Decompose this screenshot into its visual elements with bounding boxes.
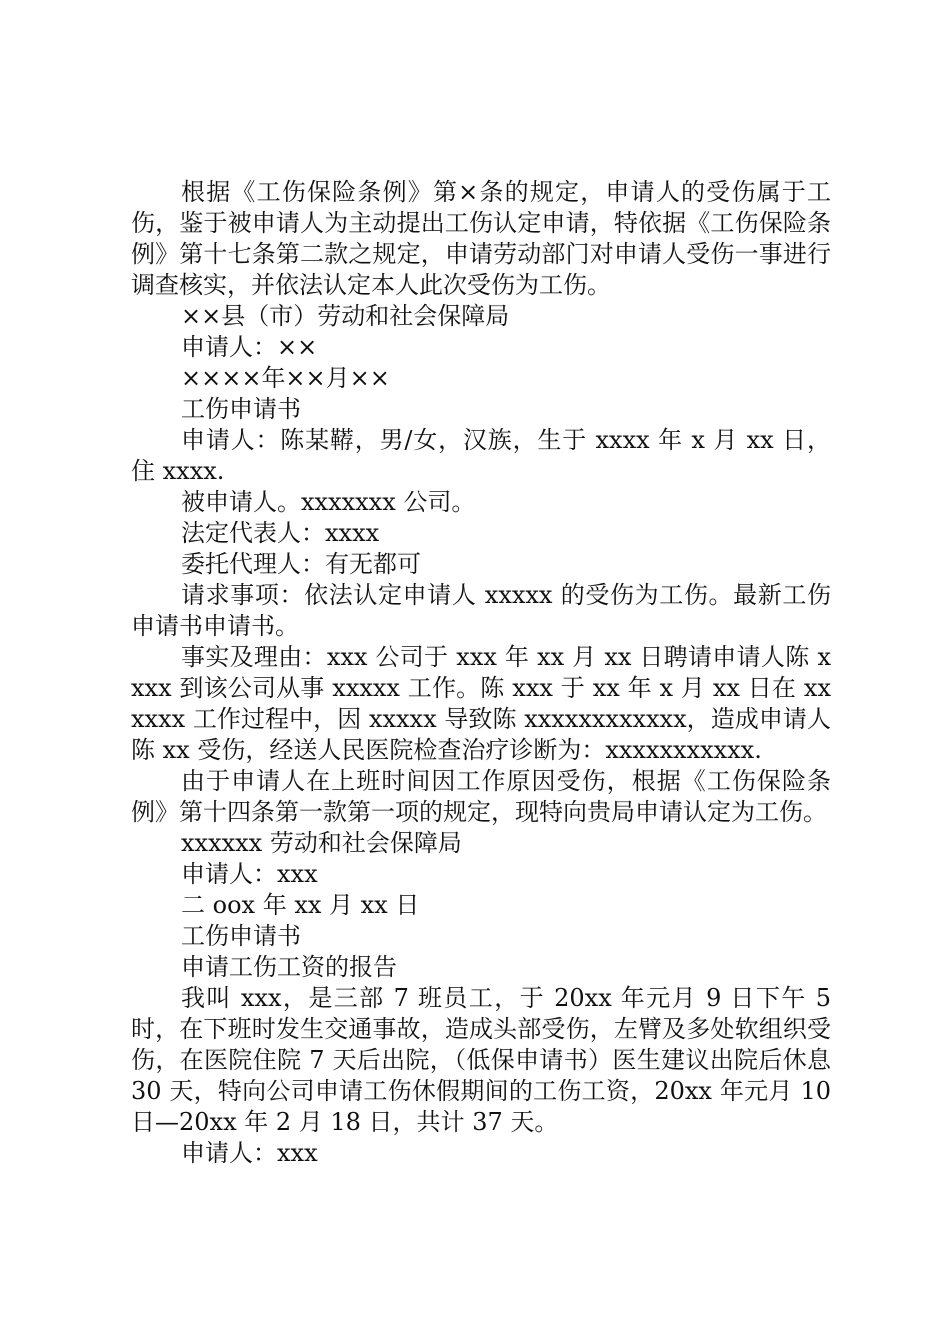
legal-basis: 由于申请人在上班时间因工作原因受伤，根据《工伤保险条例》第十四条第一款第一项的规定，现特向贵局申请认定为工伤。: [131, 767, 831, 826]
paragraph-intro: 根据《工伤保险条例》第×条的规定，申请人的受伤属于工伤，鉴于被申请人为主动提出工伤认定申请，特依据《工伤保险条例》第十七条第二款之规定，申请劳动部门对申请人受伤一事进行调查核实，并依法认定本人此次受伤为工伤。: [131, 178, 831, 299]
applicant-signature-2: 申请人：xxx: [181, 860, 318, 888]
respondent-info: 被申请人。xxxxxxx 公司。: [181, 488, 476, 516]
recipient-bureau: ××县（市）劳动和社会保障局: [181, 302, 510, 330]
facts-and-reasons: 事实及理由：xxx 公司于 xxx 年 xx 月 xx 日聘请申请人陈 xxxx 到该公司从事 xxxxx 工作。陈 xxx 于 xx 年 x 月 xx 日在 xxxxxx 工作过程中，因 xxxxx 导致陈 xxxxxxxxxxxx，造成申请人陈 xx 受伤，经送人民医院检查治疗诊断为：xxxxxxxxxxx.: [131, 643, 831, 764]
document-body: [131, 177, 831, 1169]
date-line-2: 二 oox 年 xx 月 xx 日: [181, 891, 420, 919]
recipient-bureau-2: xxxxxx 劳动和社会保障局: [181, 829, 462, 857]
legal-representative: 法定代表人：xxxx: [181, 519, 380, 547]
agent-info: 委托代理人：有无都可: [181, 550, 421, 578]
section-title-2: 工伤申请书: [181, 922, 301, 950]
applicant-signature: 申请人：××: [181, 333, 318, 361]
report-title: 申请工伤工资的报告: [181, 953, 397, 981]
date-line: ××××年××月××: [181, 364, 390, 392]
applicant-info: 申请人：陈某鞯，男/女，汉族，生于 xxxx 年 x 月 xx 日，住 xxxx.: [131, 426, 831, 485]
applicant-signature-3: 申请人：xxx: [181, 1139, 318, 1167]
report-body: 我叫 xxx，是三部 7 班员工，于 20xx 年元月 9 日下午 5 时，在下班时发生交通事故，造成头部受伤，左臂及多处软组织受伤，在医院住院 7 天后出院，（低保申请书）医生建议出院后休息 30 天，特向公司申请工伤休假期间的工伤工资，20xx 年元月 10 日—20xx 年 2 月 18 日，共计 37 天。: [131, 984, 831, 1136]
request-items: 请求事项：依法认定申请人 xxxxx 的受伤为工伤。最新工伤申请书申请书。: [131, 581, 831, 640]
section-title: 工伤申请书: [181, 395, 301, 423]
